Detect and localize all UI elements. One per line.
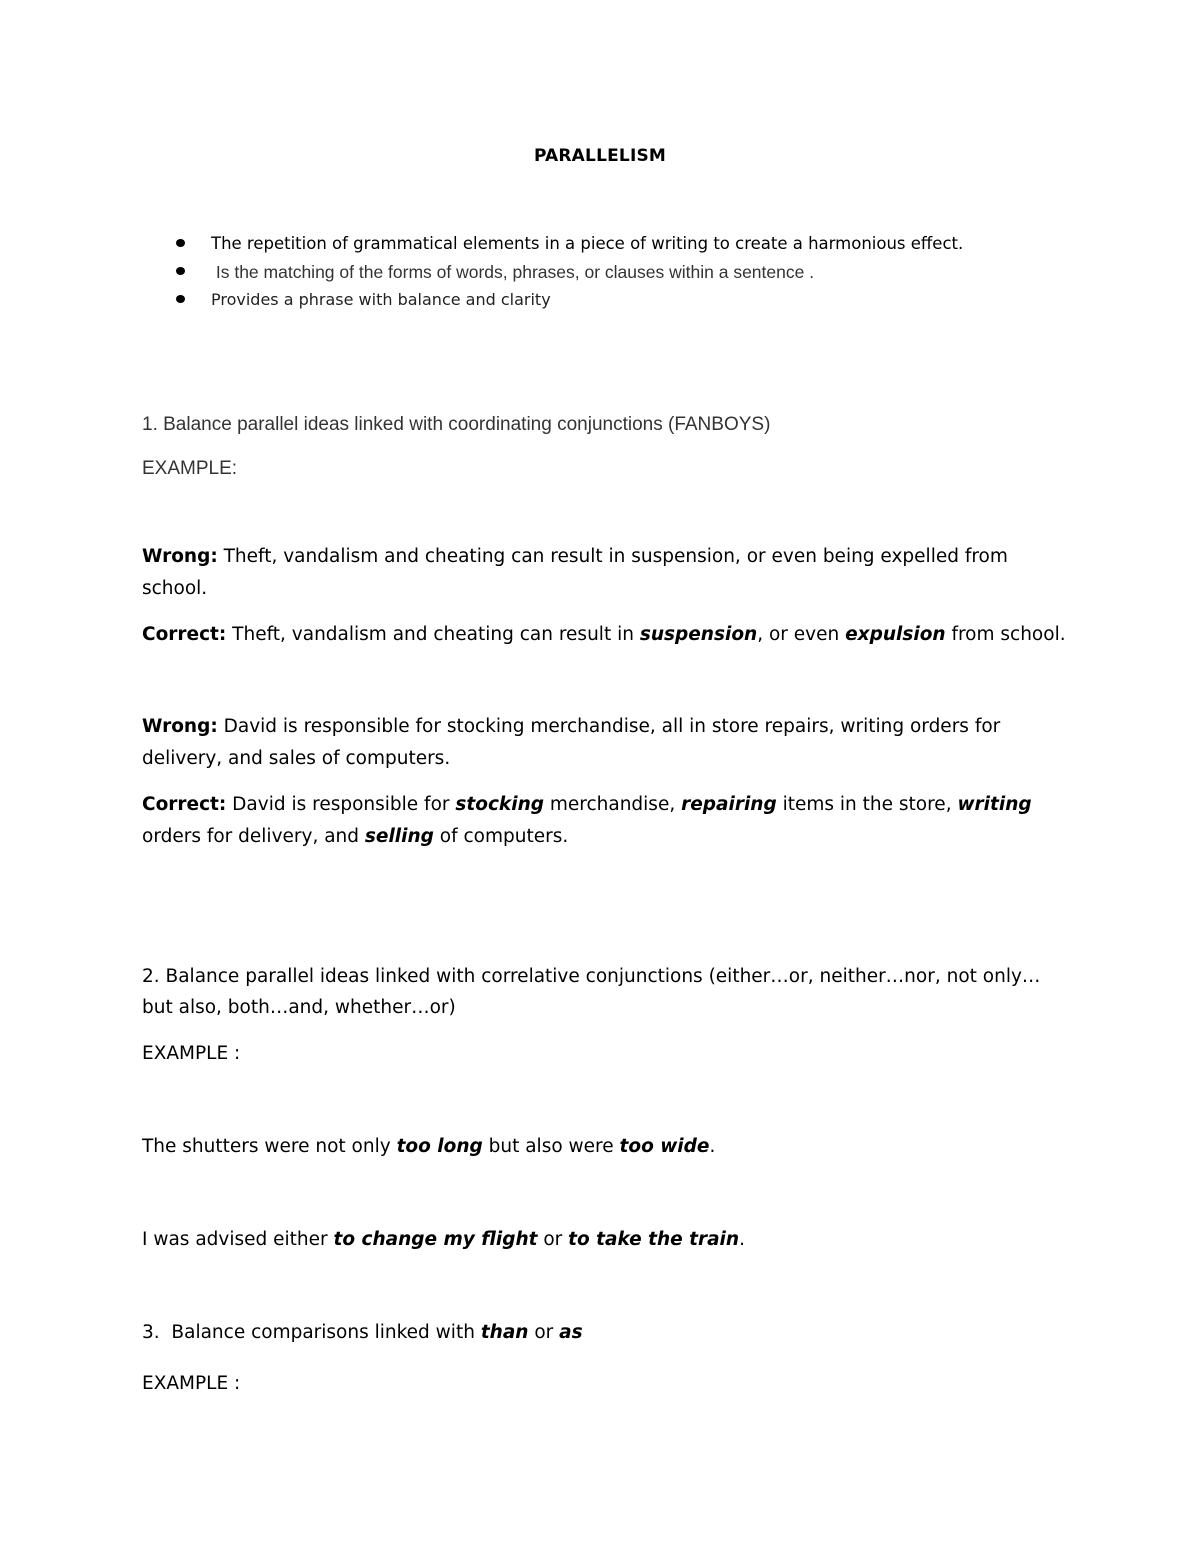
emphasis-text: suspension	[639, 624, 758, 645]
emphasis-text: as	[559, 1322, 583, 1343]
sentence-text: from school.	[945, 624, 1066, 645]
example-wrong-2-cont: delivery, and sales of computers.	[142, 748, 451, 769]
list-item	[174, 230, 963, 258]
list-item-text: Provides a phrase with balance and clarity	[211, 290, 551, 309]
emphasis-text: selling	[364, 826, 434, 847]
emphasis-text: repairing	[681, 794, 777, 815]
section2-heading: 2. Balance parallel ideas linked with correlative conjunctions (either…or, neither…nor, not only…	[142, 966, 1041, 987]
example-sentence-1	[142, 1136, 715, 1157]
emphasis-text: stocking	[455, 794, 544, 815]
sentence-text: I was advised either	[142, 1229, 334, 1250]
sentence-text: items in the store,	[776, 794, 958, 815]
example-correct-2	[142, 794, 1032, 815]
section3-example-label: EXAMPLE :	[142, 1373, 241, 1394]
emphasis-text: too long	[396, 1136, 483, 1157]
wrong-label: Wrong:	[142, 716, 218, 737]
correct-label: Correct:	[142, 794, 227, 815]
sentence-text: David is responsible for	[226, 794, 456, 815]
emphasis-text: expulsion	[845, 624, 946, 645]
section1-example-label: EXAMPLE:	[142, 458, 238, 479]
example-wrong-1	[142, 546, 1008, 567]
example-correct-2-cont	[142, 826, 568, 847]
section2-heading-cont: but also, both…and, whether…or)	[142, 997, 456, 1018]
heading-text: 3. Balance comparisons linked with	[142, 1322, 481, 1343]
sentence-text: of computers.	[433, 826, 569, 847]
sentence-text: , or even	[757, 624, 846, 645]
sentence-text: .	[709, 1136, 716, 1157]
emphasis-text: than	[480, 1322, 529, 1343]
example-wrong-1-cont: school.	[142, 578, 208, 599]
sentence-text: .	[739, 1229, 745, 1250]
heading-text: or	[528, 1322, 560, 1343]
list-item	[174, 258, 963, 286]
section3-heading	[142, 1322, 583, 1343]
list-item	[174, 286, 963, 314]
emphasis-text: to change my flight	[333, 1229, 538, 1250]
list-item-text: Is the matching of the forms of words, phrases, or clauses within a sentence .	[211, 262, 815, 282]
definition-list	[174, 230, 963, 314]
example-sentence-2	[142, 1229, 745, 1250]
emphasis-text: writing	[957, 794, 1032, 815]
sentence-text: David is responsible for stocking merchandise, all in store repairs, writing orders for	[217, 716, 1001, 737]
emphasis-text: to take the train	[568, 1229, 740, 1250]
sentence-text: orders for delivery, and	[142, 826, 365, 847]
page-title: PARALLELISM	[533, 146, 667, 166]
bullet-icon	[176, 239, 185, 247]
correct-label: Correct:	[142, 624, 227, 645]
bullet-icon	[176, 267, 185, 275]
wrong-label: Wrong:	[142, 546, 218, 567]
sentence-text: The shutters were not only	[142, 1136, 397, 1157]
sentence-text: but also were	[482, 1136, 620, 1157]
section1-heading: 1. Balance parallel ideas linked with coordinating conjunctions (FANBOYS)	[142, 414, 771, 435]
sentence-text: merchandise,	[543, 794, 682, 815]
emphasis-text: too wide	[619, 1136, 710, 1157]
bullet-icon	[176, 295, 185, 303]
example-correct-1	[142, 624, 1066, 645]
sentence-text: or	[537, 1229, 569, 1250]
list-item-text: The repetition of grammatical elements in a piece of writing to create a harmonious effect.	[211, 234, 964, 253]
sentence-text: Theft, vandalism and cheating can result in	[226, 624, 640, 645]
section2-example-label: EXAMPLE :	[142, 1043, 241, 1064]
example-wrong-2	[142, 716, 1000, 737]
sentence-text: Theft, vandalism and cheating can result in suspension, or even being expelled from	[217, 546, 1008, 567]
